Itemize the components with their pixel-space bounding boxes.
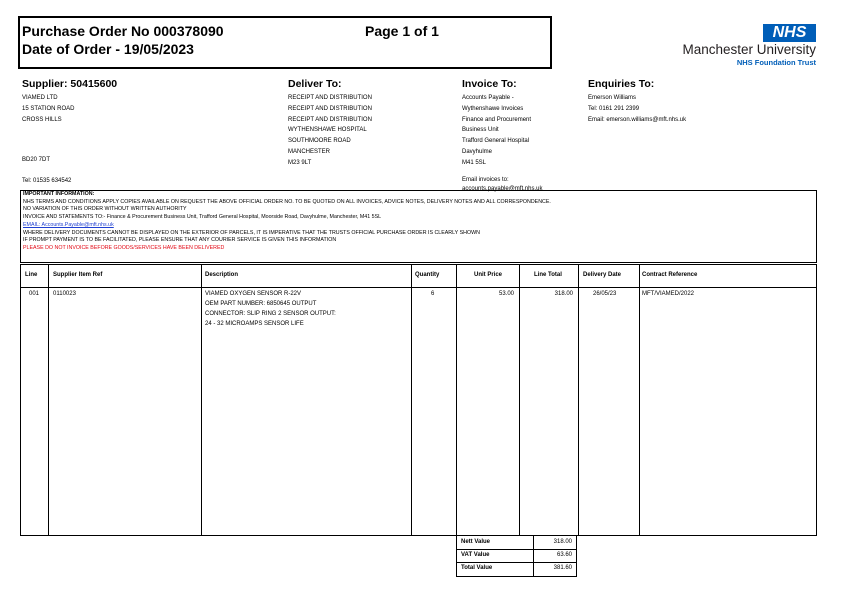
address-line: Davyhulme [462,148,493,155]
column-divider [48,265,49,535]
description-line: VIAMED OXYGEN SENSOR R-22V [205,291,302,297]
contact-email[interactable]: Email: emerson.williams@mft.nhs.uk [588,116,687,123]
vat-label: VAT Value [461,552,490,558]
col-header-line-total: Line Total [534,272,562,278]
col-header-line: Line [25,272,38,278]
address-line: RECEIPT AND DISTRIBUTION [288,116,372,123]
order-date: Date of Order - 19/05/2023 [22,41,194,57]
invoice-address [462,93,531,169]
enquiries-contact [588,93,686,125]
address-line: Wythenshawe Invoices [462,105,524,112]
column-divider [578,265,579,535]
invoice-warning: PLEASE DO NOT INVOICE BEFORE GOODS/SERVICES HAVE BEEN DELIVERED [23,244,225,251]
order-lines-table [20,264,817,536]
net-row [457,536,576,549]
address-line: VIAMED LTD [22,95,58,101]
header-divider [21,287,816,288]
vat-value: 63.60 [556,552,572,558]
total-label: Total Value [461,565,493,571]
address-line: Accounts Payable - [462,95,514,101]
address-line: MANCHESTER [288,148,331,155]
cell-line-total: 318.00 [554,291,573,297]
col-header-unit-price: Unit Price [474,272,503,278]
address-line: M23 9LT [288,159,312,166]
col-header-item-ref: Supplier Item Ref [53,272,103,278]
col-header-contract-ref: Contract Reference [642,272,698,278]
address-line: CROSS HILLS [22,116,62,123]
totals-box [456,535,577,577]
deliver-address [288,93,372,169]
supplier-postcode: BD20 7DT [22,157,51,163]
cell-description [205,289,336,329]
description-line: OEM PART NUMBER: 6850645 OUTPUT [205,301,317,307]
net-label: Nett Value [461,539,491,545]
address-line: Business Unit [462,127,499,134]
info-line: NHS TERMS AND CONDITIONS APPLY COPIES AVAILABLE ON REQUEST THE ABOVE OFFICIAL ORDER NO. TO BE QUOTED ON ALL INVOICES, ADVICE NOTES, DELIVERY NOTES AND ALL CORRESPONDENCE. [23,198,551,205]
page-indicator: Page 1 of 1 [365,23,439,39]
accounts-email-link[interactable]: EMAIL: Accounts.Payable@mft.nhs.uk [23,221,114,228]
col-header-delivery-date: Delivery Date [583,272,622,278]
address-line: SOUTHMOORE ROAD [288,138,351,145]
total-row [457,562,576,575]
column-divider [411,265,412,535]
cell-line: 001 [29,291,40,297]
column-divider [639,265,640,535]
address-line: WYTHENSHAWE HOSPITAL [288,127,367,134]
address-line: Finance and Procurement [462,116,532,123]
total-value: 381.60 [553,565,572,571]
contact-name: Emerson Williams [588,95,637,101]
address-line: RECEIPT AND DISTRIBUTION [288,95,372,101]
address-line: RECEIPT AND DISTRIBUTION [288,105,372,112]
info-line: NO VARIATION OF THIS ORDER WITHOUT WRITTEN AUTHORITY [23,206,187,213]
address-line: Trafford General Hospital [462,138,530,145]
cell-contract-ref: MFT/VIAMED/2022 [642,291,695,297]
vat-row [457,549,576,562]
info-line: WHERE DELIVERY DOCUMENTS CANNOT BE DISPLAYED ON THE EXTERIOR OF PARCELS, IT IS IMPERATIVE THAT THE TRUSTS OFFICIAL PURCHASE ORDER IS CLEARLY SHOWN [23,229,480,236]
column-divider [519,265,520,535]
column-divider [201,265,202,535]
address-line: M41 5SL [462,159,487,166]
cell-quantity: 6 [431,291,435,297]
enquiries-heading: Enquiries To: [588,78,655,90]
supplier-tel: Tel: 01535 634542 [22,178,72,184]
nhs-logo: NHS [763,24,816,42]
net-value: 318.00 [553,539,572,545]
cell-item-ref: 0110023 [53,291,76,297]
info-line: INVOICE AND STATEMENTS TO:- Finance & Procurement Business Unit, Trafford General Hospital, Moorside Road, Davyhulme, Manchester, M41 5SL [23,214,382,221]
supplier-heading: Supplier: 50415600 [22,78,118,90]
important-title: IMPORTANT INFORMATION: [23,191,95,197]
info-line: IF PROMPT PAYMENT IS TO BE FACILITATED, PLEASE ENSURE THAT ANY COURIER SERVICE IS GIVEN THIS INFORMATION [23,237,337,244]
column-divider [456,265,457,535]
cell-delivery-date: 26/05/23 [593,291,617,297]
col-header-description: Description [205,272,239,278]
invoice-heading: Invoice To: [462,78,517,90]
trust-subtitle: NHS Foundation Trust [736,58,816,67]
contact-tel: Tel: 0161 291 2399 [588,105,640,112]
trust-name: Manchester University [682,42,816,57]
order-number: Purchase Order No 000378090 [22,23,224,39]
col-header-quantity: Quantity [415,272,440,278]
address-line: 15 STATION ROAD [22,105,75,112]
description-line: CONNECTOR: SLIP RING 2 SENSOR OUTPUT: [205,311,336,317]
deliver-heading: Deliver To: [288,78,342,90]
invoice-email[interactable]: accounts.payable@mft.nhs.uk [462,186,543,192]
important-info [23,191,551,253]
supplier-address [22,93,74,125]
description-line: 24 - 32 MICROAMPS SENSOR LIFE [205,321,304,327]
invoice-email-label: Email invoices to: [462,177,509,183]
cell-unit-price: 53.00 [498,291,514,297]
